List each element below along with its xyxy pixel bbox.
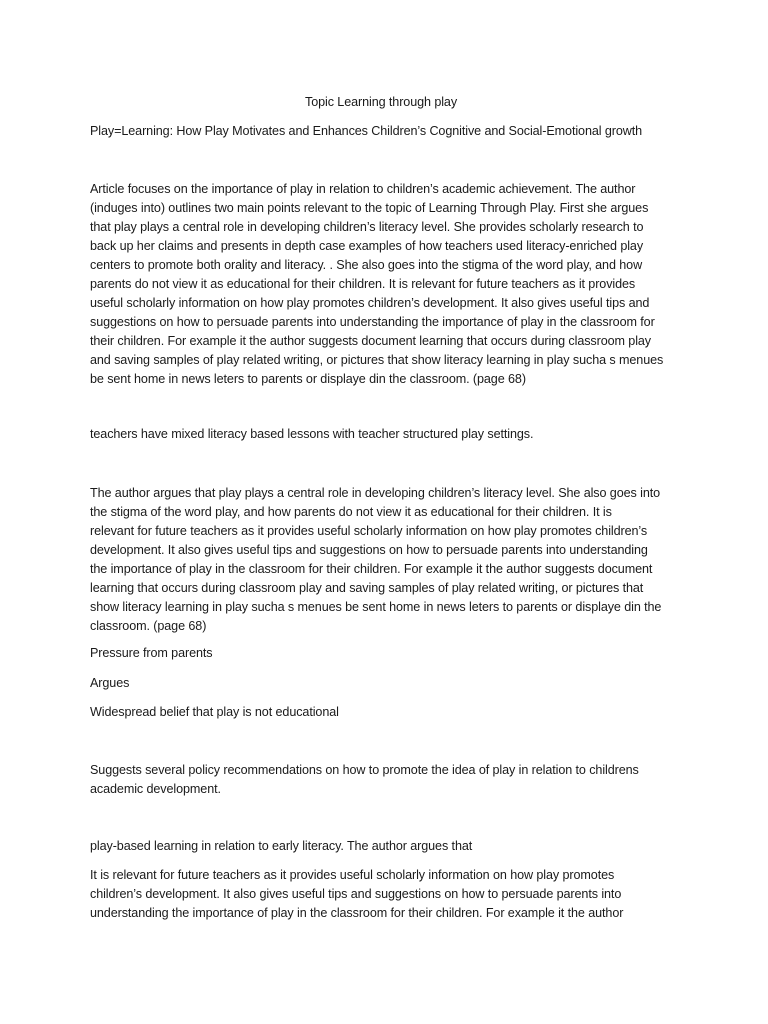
document-title: Topic Learning through play <box>305 95 458 109</box>
paragraph-pressure-from-parents <box>90 644 690 663</box>
document-subtitle: Play=Learning: How Play Motivates and Enhances Children’s Cognitive and Social-Emotional growth <box>90 124 643 138</box>
text-line: (induges into) outlines two main points relevant to the topic of Learning Through Play. First she argues <box>90 201 649 215</box>
paragraph-mixed-lessons <box>90 425 690 444</box>
text-line: The author argues that play plays a central role in developing children’s literacy level. She also goes into <box>90 486 661 500</box>
text-line: Pressure from parents <box>90 646 213 660</box>
text-line: that play plays a central role in developing children’s literacy level. She provides scholarly research to <box>90 220 644 234</box>
text-line: centers to promote both orality and literacy. . She also goes into the stigma of the word play, and how <box>90 258 643 272</box>
text-line: learning that occurs during classroom play and saving samples of play related writing, or pictures that <box>90 581 644 595</box>
text-line: relevant for future teachers as it provides useful scholarly information on how play promotes children’s <box>90 524 648 538</box>
text-line: back up her claims and presents in depth case examples of how teachers used literacy-enriched play <box>90 239 644 253</box>
text-line: and saving samples of play related writing, or pictures that show literacy learning in play sucha s menues <box>90 353 664 367</box>
text-line: the importance of play in the classroom for their children. For example it the author suggests document <box>90 562 653 576</box>
text-line: Widespread belief that play is not educational <box>90 705 339 719</box>
paragraph-argues <box>90 674 690 693</box>
paragraph-relevance <box>90 866 690 923</box>
text-line: suggestions on how to persuade parents into understanding the importance of play in the classroom for <box>90 315 655 329</box>
paragraph-play-based-learning <box>90 837 690 856</box>
text-line: Suggests several policy recommendations on how to promote the idea of play in relation to childrens <box>90 763 639 777</box>
text-line: It is relevant for future teachers as it provides useful scholarly information on how play promotes <box>90 868 615 882</box>
text-line: play-based learning in relation to early literacy. The author argues that <box>90 839 473 853</box>
text-line: Article focuses on the importance of play in relation to children’s academic achievement. The author <box>90 182 636 196</box>
text-line: understanding the importance of play in the classroom for their children. For example it the author <box>90 906 624 920</box>
text-line: parents do not view it as educational for their children. It is relevant for future teachers as it provides <box>90 277 636 291</box>
text-line: Argues <box>90 676 130 690</box>
text-line: children’s development. It also gives useful tips and suggestions on how to persuade parents into <box>90 887 622 901</box>
text-line: the stigma of the word play, and how parents do not view it as educational for their children. It is <box>90 505 612 519</box>
text-line: development. It also gives useful tips and suggestions on how to persuade parents into understanding <box>90 543 648 557</box>
text-line: teachers have mixed literacy based lessons with teacher structured play settings. <box>90 427 534 441</box>
paragraph-widespread-belief <box>90 703 690 722</box>
paragraph-policy-recommendations <box>90 761 690 799</box>
text-line: academic development. <box>90 782 221 796</box>
text-line: be sent home in news leters to parents or displaye din the classroom. (page 68) <box>90 372 526 386</box>
text-line: show literacy learning in play sucha s menues be sent home in news leters to parents or displaye din the <box>90 600 662 614</box>
text-line: classroom. (page 68) <box>90 619 207 633</box>
paragraph-article-summary <box>90 180 690 389</box>
paragraph-author-argues <box>90 484 690 636</box>
text-line: their children. For example it the author suggests document learning that occurs during classroom play <box>90 334 652 348</box>
text-line: useful scholarly information on how play promotes children’s development. It also gives useful tips and <box>90 296 650 310</box>
